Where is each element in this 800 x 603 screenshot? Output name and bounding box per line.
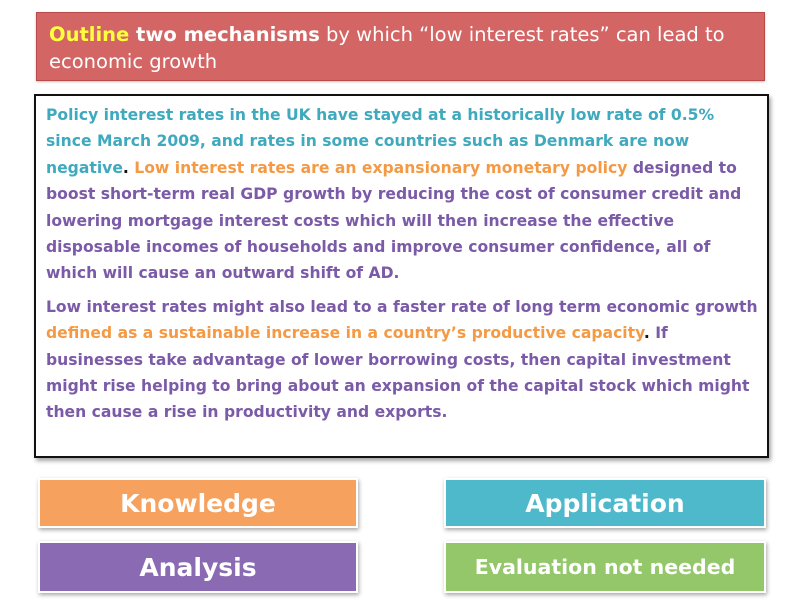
knowledge-label: Knowledge [38, 478, 358, 528]
answer-paragraph-1 [46, 102, 759, 287]
knowledge-text: defined as a sustainable increase in a country’s productive capacity [46, 324, 644, 343]
analysis-text: If businesses take advantage of lower borrowing costs, then capital investment might rise helping to bring about an expansion of the capital stock which might then cause a rise in productivity and exports. [46, 324, 750, 422]
context-text: Policy interest rates in the UK have stayed at a historically low rate of 0.5% since March 2009, and rates in some countries such as Denmark are now negative [46, 106, 715, 177]
punctuation: . [122, 158, 135, 177]
answer-paragraph-2 [46, 294, 759, 426]
knowledge-text: Low interest rates are an expansionary monetary policy [134, 158, 628, 177]
question-bold-part: two mechanisms [129, 23, 320, 46]
evaluation-label: Evaluation not needed [444, 541, 766, 593]
punctuation: . [643, 324, 656, 343]
question-box [36, 12, 765, 81]
command-word: Outline [49, 23, 130, 46]
analysis-text: designed to boost short-term real GDP growth by reducing the cost of consumer credit and lowering mortgage interest costs which will then increase the effective disposable incomes of households and improve consumer confidence, all of which will cause an outward shift of AD. [46, 158, 742, 283]
question-rest: by which “low interest rates” can lead to economic growth [49, 23, 725, 73]
application-label: Application [444, 478, 766, 528]
answer-box [34, 94, 769, 458]
analysis-text: Low interest rates might also lead to a faster rate of long term economic growth [46, 297, 758, 316]
analysis-label: Analysis [38, 541, 358, 593]
